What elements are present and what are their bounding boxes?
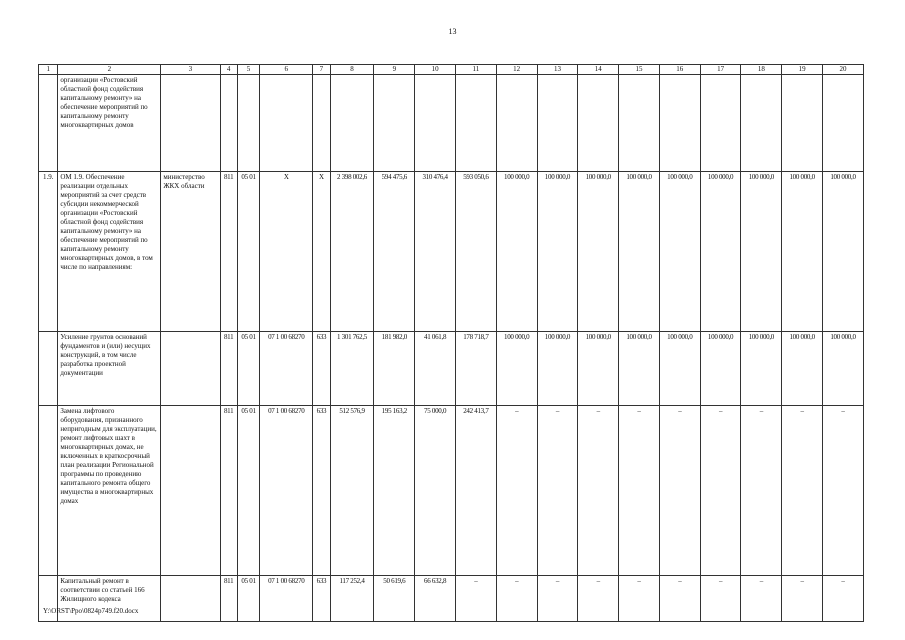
- budget-table: [38, 64, 864, 622]
- value-cell: –: [823, 576, 864, 622]
- value-cell: –: [496, 406, 537, 576]
- code-ministry: 811: [220, 576, 237, 622]
- value-cell: 41 061,8: [415, 332, 456, 406]
- column-header: 18: [741, 65, 782, 75]
- value-cell: –: [619, 576, 660, 622]
- column-header: 2: [58, 65, 161, 75]
- column-header: 8: [330, 65, 374, 75]
- value-cell: –: [741, 576, 782, 622]
- value-cell: –: [578, 576, 619, 622]
- value-cell: –: [782, 576, 823, 622]
- code-expense: 633: [313, 406, 330, 576]
- column-header: 16: [659, 65, 700, 75]
- value-cell: 2 398 002,6: [330, 172, 374, 332]
- value-cell: 100 000,0: [578, 172, 619, 332]
- value-cell: –: [741, 406, 782, 576]
- executor: [161, 332, 220, 406]
- code-section: 05 01: [237, 172, 259, 332]
- value-cell: –: [496, 576, 537, 622]
- value-cell: –: [823, 406, 864, 576]
- value-cell: 594 475,6: [374, 172, 415, 332]
- value-cell: –: [619, 406, 660, 576]
- value-cell: 100 000,0: [619, 332, 660, 406]
- column-header: 14: [578, 65, 619, 75]
- value-cell: 100 000,0: [659, 332, 700, 406]
- code-ministry: 811: [220, 406, 237, 576]
- value-cell: 181 982,0: [374, 332, 415, 406]
- column-header: 12: [496, 65, 537, 75]
- value-cell: 310 476,4: [415, 172, 456, 332]
- continuation-text: организации «Ростовский областной фонд содействия капитальному ремонту» на обеспечение мероприятий по капитальному ремонту многоквартирных домов: [58, 75, 161, 172]
- value-cell: –: [659, 406, 700, 576]
- column-header: 20: [823, 65, 864, 75]
- value-cell: 50 619,6: [374, 576, 415, 622]
- value-cell: 1 301 762,5: [330, 332, 374, 406]
- table-row: [39, 576, 864, 622]
- value-cell: 195 163,2: [374, 406, 415, 576]
- code-target: Х: [260, 172, 313, 332]
- code-target: 07 1 00 68270: [260, 576, 313, 622]
- value-cell: –: [700, 406, 741, 576]
- value-cell: –: [578, 406, 619, 576]
- measure-name: Замена лифтового оборудования, признанного непригодным для эксплуатации, ремонт лифтовых шахт в многоквартирных домах, не включенных в краткосрочный план реализации Региональной программы по проведению капитального ремонта общего имущества в многоквартирных домах: [58, 406, 161, 576]
- executor: [161, 576, 220, 622]
- row-number: 1.9.: [39, 172, 58, 332]
- table-row-om: [39, 172, 864, 332]
- value-cell: 178 718,7: [456, 332, 497, 406]
- code-ministry: 811: [220, 172, 237, 332]
- measure-name: ОМ 1.9. Обеспечение реализации отдельных мероприятий за счет средств субсидии некоммерческой организации «Ростовский областной фонд содействия капитальному ремонту» на обеспечение мероприятий по капитальному ремонту многоквартирных домов, в том числе по направлениям:: [58, 172, 161, 332]
- value-cell: 593 050,6: [456, 172, 497, 332]
- value-cell: 100 000,0: [496, 172, 537, 332]
- value-cell: 100 000,0: [741, 332, 782, 406]
- row-number: [39, 406, 58, 576]
- value-cell: 100 000,0: [700, 172, 741, 332]
- value-cell: 100 000,0: [537, 172, 578, 332]
- value-cell: 100 000,0: [619, 172, 660, 332]
- value-cell: –: [456, 576, 497, 622]
- code-expense: 633: [313, 576, 330, 622]
- value-cell: 100 000,0: [782, 332, 823, 406]
- value-cell: –: [537, 406, 578, 576]
- code-expense: 633: [313, 332, 330, 406]
- column-header: 6: [260, 65, 313, 75]
- code-section: 05 01: [237, 406, 259, 576]
- code-ministry: 811: [220, 332, 237, 406]
- column-header: 1: [39, 65, 58, 75]
- code-section: 05 01: [237, 332, 259, 406]
- code-section: 05 01: [237, 576, 259, 622]
- column-header: 19: [782, 65, 823, 75]
- measure-name: Усиление грунтов оснований фундаментов и (или) несущих конструкций, в том числе разработка проектной документации: [58, 332, 161, 406]
- column-header: 15: [619, 65, 660, 75]
- value-cell: 100 000,0: [578, 332, 619, 406]
- code-expense: Х: [313, 172, 330, 332]
- header-row: [39, 65, 864, 75]
- column-header: 9: [374, 65, 415, 75]
- column-header: 11: [456, 65, 497, 75]
- value-cell: –: [700, 576, 741, 622]
- row-number: [39, 332, 58, 406]
- value-cell: 100 000,0: [741, 172, 782, 332]
- value-cell: –: [537, 576, 578, 622]
- value-cell: 100 000,0: [659, 172, 700, 332]
- value-cell: 100 000,0: [823, 332, 864, 406]
- executor: [161, 406, 220, 576]
- column-header: 13: [537, 65, 578, 75]
- table-row: [39, 406, 864, 576]
- table-row: [39, 332, 864, 406]
- file-path-footer: Y:\ORST\Ppo\0824p749.f20.docx: [43, 607, 139, 615]
- value-cell: 100 000,0: [537, 332, 578, 406]
- code-target: 07 1 00 68270: [260, 332, 313, 406]
- column-header: 7: [313, 65, 330, 75]
- column-header: 4: [220, 65, 237, 75]
- value-cell: –: [782, 406, 823, 576]
- column-header: 5: [237, 65, 259, 75]
- executor: министерство ЖКХ области: [161, 172, 220, 332]
- value-cell: 100 000,0: [700, 332, 741, 406]
- column-header: 17: [700, 65, 741, 75]
- value-cell: 75 000,0: [415, 406, 456, 576]
- value-cell: 100 000,0: [496, 332, 537, 406]
- code-target: 07 1 00 68270: [260, 406, 313, 576]
- column-header: 3: [161, 65, 220, 75]
- page-number: 13: [448, 27, 457, 36]
- value-cell: 512 576,9: [330, 406, 374, 576]
- value-cell: 100 000,0: [823, 172, 864, 332]
- measure-name: Капитальный ремонт в соответствии со статьей 166 Жилищного кодекса: [58, 576, 161, 622]
- value-cell: 66 632,8: [415, 576, 456, 622]
- value-cell: 242 413,7: [456, 406, 497, 576]
- value-cell: 100 000,0: [782, 172, 823, 332]
- continuation-row: [39, 75, 864, 172]
- value-cell: –: [659, 576, 700, 622]
- value-cell: 117 252,4: [330, 576, 374, 622]
- column-header: 10: [415, 65, 456, 75]
